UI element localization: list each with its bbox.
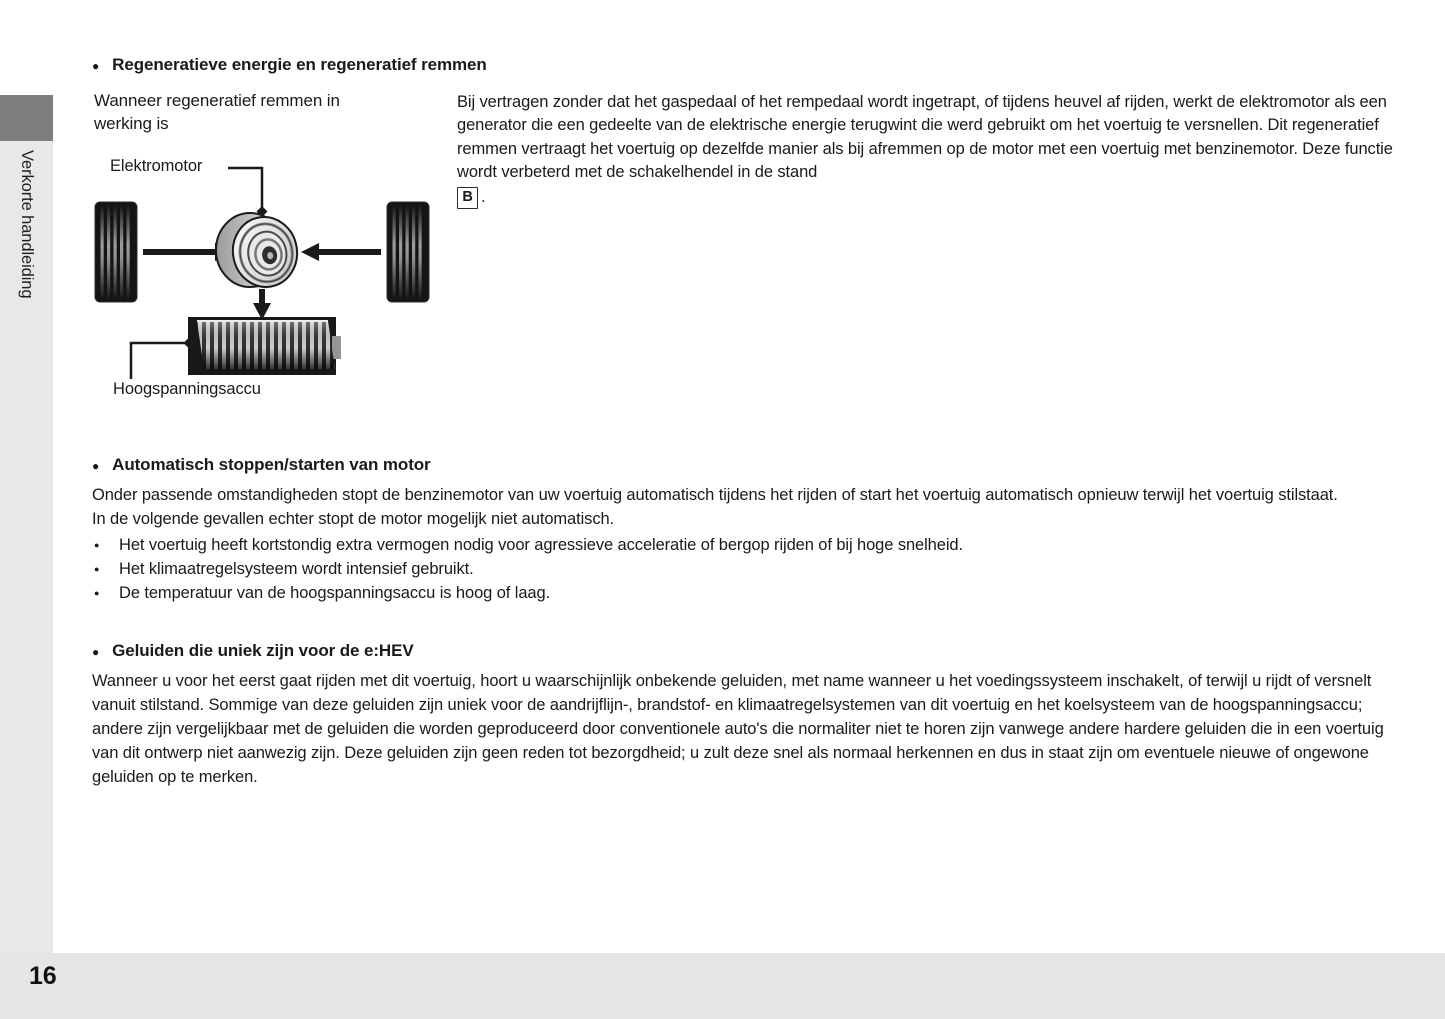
section-title: Regeneratieve energie en regeneratief remmen xyxy=(112,55,487,74)
list-item-text: Het voertuig heeft kortstondig extra vermogen nodig voor agressieve acceleratie of bergop rijden of bij hoge snelheid. xyxy=(119,536,963,554)
regenerative-paragraph: Bij vertragen zonder dat het gaspedaal of het rempedaal wordt ingetrapt, of tijdens heuvel af rijden, werkt de elektromotor als een generator die een gedeelte van de elektrische energie terugwint die werd gebruikt om het voertuig te versnellen. Dit regeneratief remmen vertraagt het voertuig op dezelfde manier als bij afremmen op de motor met een voertuig met benzinemotor. Deze functie wordt verbeterd met de schakelhendel in de stand xyxy=(457,93,1393,181)
battery-label: Hoogspanningsaccu xyxy=(113,380,261,398)
auto-stop-exception-list xyxy=(92,533,1392,605)
bullet-icon: ● xyxy=(94,564,100,574)
section-title: Geluiden die uniek zijn voor de e:HEV xyxy=(112,641,414,660)
section-bullet-icon: ● xyxy=(92,459,100,473)
section-heading-auto-stop-start xyxy=(92,453,1392,477)
left-wheel-illustration xyxy=(95,202,137,302)
page-number: 16 xyxy=(29,962,57,990)
diagram-caption: Wanneer regeneratief remmen in werking is xyxy=(94,91,340,133)
motor-leader-line xyxy=(228,168,262,208)
section-title: Automatisch stoppen/starten van motor xyxy=(112,455,431,474)
auto-stop-paragraph-1: Onder passende omstandigheden stopt de benzinemotor van uw voertuig automatisch tijdens het rijden of start het voertuig automatisch opnieuw terwijl het voertuig stilstaat. xyxy=(92,486,1338,504)
section-regenerative-body xyxy=(457,91,1417,209)
section-auto-stop-start xyxy=(92,453,1392,605)
high-voltage-battery-illustration xyxy=(188,317,341,375)
right-wheel-illustration xyxy=(387,202,429,302)
electric-motor-illustration xyxy=(216,212,303,292)
section-bullet-icon: ● xyxy=(92,59,100,73)
chapter-tab xyxy=(0,95,53,141)
auto-stop-paragraph-2: In de volgende gevallen echter stopt de motor mogelijk niet automatisch. xyxy=(92,510,615,528)
battery-leader-line xyxy=(131,343,189,379)
shift-position-line xyxy=(457,186,1417,209)
section-ehev-sounds xyxy=(92,639,1392,789)
regenerative-braking-diagram xyxy=(85,150,445,410)
section-heading-ehev-sounds xyxy=(92,639,1392,663)
shift-position-suffix: . xyxy=(481,188,486,207)
section-bullet-icon: ● xyxy=(92,645,100,659)
ehev-sounds-paragraph: Wanneer u voor het eerst gaat rijden met dit voertuig, hoort u waarschijnlijk onbekende geluiden, met name wanneer u het voedingssysteem inschakelt, of terwijl u rijdt of versnelt vanuit stilstand. Sommige van deze geluiden zijn uniek voor de aandrijflijn-, brandstof- en klimaatregelsystemen van dit voertuig en het koelsysteem van de hoogspanningsaccu; andere zijn vergelijkbaar met de geluiden die worden geproduceerd door conventionele auto's die normaliter niet te horen zijn vanwege andere hardere geluiden die in een voertuig van dit ontwerp niet aanwezig zijn. Deze geluiden zijn geen reden tot bezorgdheid; u zult deze snel als normaal herkennen en dus in staat zijn om eventuele nieuwe of ongewone geluiden op te merken. xyxy=(92,672,1384,786)
list-item xyxy=(92,557,1392,581)
motor-label: Elektromotor xyxy=(110,157,203,175)
list-item-text: Het klimaatregelsysteem wordt intensief gebruikt. xyxy=(119,560,474,578)
page-footer xyxy=(0,953,1445,1019)
list-item-text: De temperatuur van de hoogspanningsaccu is hoog of laag. xyxy=(119,584,551,602)
section-heading-regenerative xyxy=(92,55,487,75)
list-item xyxy=(92,581,1392,605)
list-item xyxy=(92,533,1392,557)
bullet-icon: ● xyxy=(94,588,100,598)
shift-position-b-key: B xyxy=(457,187,478,209)
chapter-sidebar-label: Verkorte handleiding xyxy=(18,150,36,299)
bullet-icon: ● xyxy=(94,540,100,550)
